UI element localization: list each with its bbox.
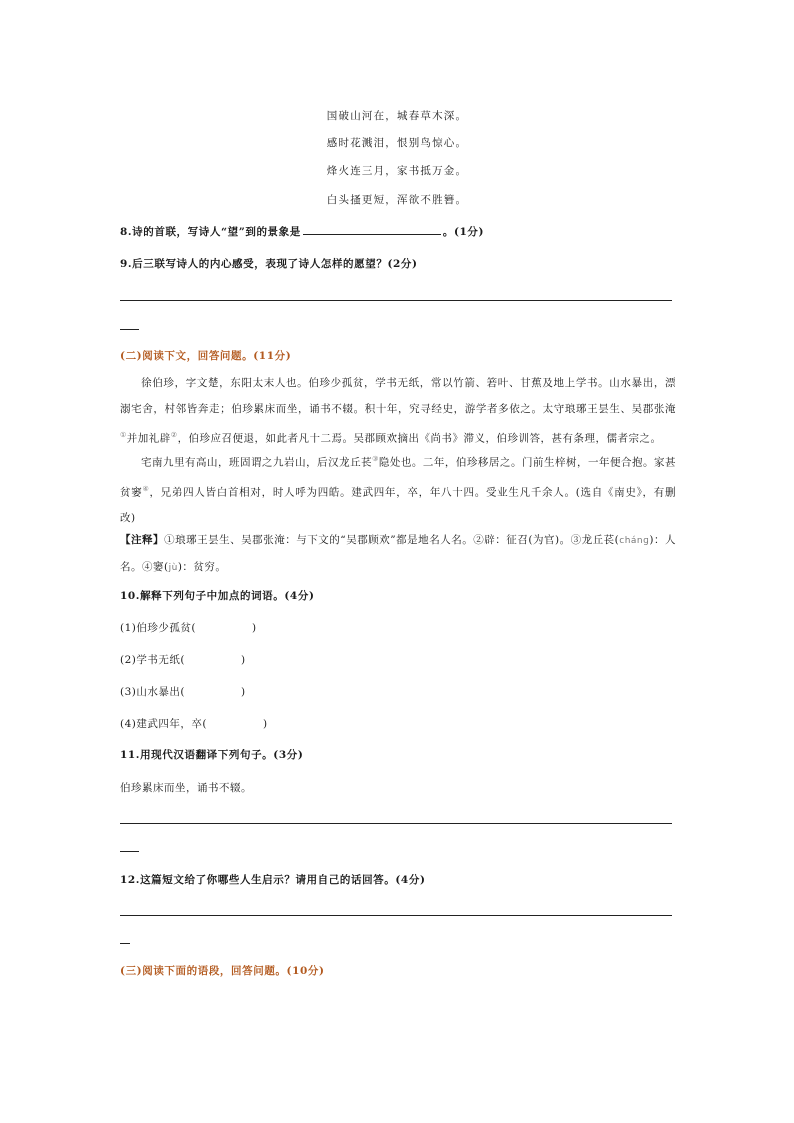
q10-item-1-close: ) bbox=[251, 622, 257, 634]
q10-item-2-close: ) bbox=[240, 654, 246, 666]
passage-p1-text-a: 徐伯珍，字文楚，东阳太末人也。伯珍少孤贫，学书无纸，常以竹箭、箬叶、甘蕉及地上学书。山水暴出，漂溺宅舍，村邻皆奔走；伯珍累床而坐，诵书不辍。积十年，究寻经史，游学者多依之。太守琅琊王昙生、吴郡张淹 bbox=[120, 377, 676, 415]
q10-item-2 bbox=[120, 652, 246, 667]
question-10: 10.解释下列句子中加点的词语。(4分) bbox=[120, 590, 315, 602]
notes-text-b: )：人名。④窭( bbox=[120, 534, 676, 573]
answer-line-11[interactable] bbox=[120, 823, 672, 824]
question-11: 11.用现代汉语翻译下列句子。(3分) bbox=[120, 749, 304, 761]
q10-item-4 bbox=[120, 716, 268, 731]
poem-line-3: 烽火连三月，家书抵万金。 bbox=[326, 165, 468, 177]
passage-p2-text-a: 宅南九里有高山，班固谓之九岩山，后汉龙丘苌 bbox=[141, 456, 373, 469]
section-2-heading: (二)阅读下文，回答问题。(11分) bbox=[120, 350, 292, 362]
notes-text-a: ①琅琊王昙生、吴郡张淹：与下文的“吴郡顾欢”都是地名人名。②辟：征召(为官)。③龙丘苌( bbox=[164, 534, 620, 546]
q10-item-3-close: ) bbox=[240, 686, 246, 698]
q10-item-1 bbox=[120, 620, 257, 635]
footnote-marker-1: ① bbox=[120, 431, 127, 439]
passage-p2-text-c: ，兄弟四人皆白首相对，时人呼为四皓。建武四年，卒，年八十四。受业生凡千余人。(选自《南史》，有删改) bbox=[120, 486, 676, 524]
footnote-marker-3: ③ bbox=[372, 455, 379, 463]
q11-sentence: 伯珍累床而坐，诵书不辍。 bbox=[120, 782, 252, 794]
passage-paragraph-2 bbox=[120, 446, 676, 531]
section-3-heading: (三)阅读下面的语段，回答问题。(10分) bbox=[120, 965, 325, 977]
question-8-score: 。(1分) bbox=[442, 226, 485, 238]
q10-item-1-label: (1)伯珍少孤贫( bbox=[120, 622, 196, 634]
notes-pinyin-1: chánɡ bbox=[619, 536, 650, 546]
question-8-text: 8.诗的首联，写诗人“望”到的景象是 bbox=[120, 226, 301, 238]
passage-p2-text-b: 隐处也。二年，伯珍移居之。门前生梓树，一年便合抱。家甚贫窭 bbox=[120, 456, 677, 498]
q10-item-4-close: ) bbox=[262, 718, 268, 730]
question-8 bbox=[120, 224, 484, 239]
q10-item-2-label: (2)学书无纸( bbox=[120, 654, 185, 666]
footnote-marker-2: ② bbox=[170, 431, 178, 439]
answer-line-12[interactable] bbox=[120, 915, 672, 916]
passage-p1-text-b: 并加礼辟 bbox=[126, 432, 171, 445]
question-12: 12.这篇短文给了你哪些人生启示？请用自己的话回答。(4分) bbox=[120, 874, 426, 886]
answer-blank-8[interactable] bbox=[303, 224, 441, 235]
footnote-marker-4: ④ bbox=[142, 484, 150, 493]
q10-item-4-label: (4)建武四年，卒( bbox=[120, 718, 207, 730]
answer-line-9[interactable] bbox=[120, 300, 672, 301]
q10-item-3-label: (3)山水暴出( bbox=[120, 686, 185, 698]
notes-pinyin-2: jù bbox=[168, 563, 178, 573]
poem-line-2: 感时花溅泪，恨别鸟惊心。 bbox=[326, 137, 468, 149]
passage-p1-text-c: ，伯珍应召便退，如此者凡十二焉。吴郡顾欢摘出《尚书》滞义，伯珍训答，甚有条理，儒者宗之。 bbox=[177, 432, 662, 445]
passage-paragraph-1 bbox=[120, 370, 676, 452]
poem-line-4: 白头搔更短，浑欲不胜簪。 bbox=[326, 194, 468, 206]
question-9: 9.后三联写诗人的内心感受，表现了诗人怎样的愿望？(2分) bbox=[120, 258, 418, 270]
answer-line-9-tail[interactable] bbox=[120, 329, 139, 330]
notes-text-c: )：贫穷。 bbox=[177, 561, 227, 573]
passage-notes bbox=[120, 527, 676, 581]
answer-line-12-tail[interactable] bbox=[120, 943, 130, 944]
q10-item-3 bbox=[120, 684, 246, 699]
notes-heading: 【注释】 bbox=[120, 534, 165, 546]
poem-line-1: 国破山河在，城春草木深。 bbox=[326, 110, 468, 122]
answer-line-11-tail[interactable] bbox=[120, 851, 139, 852]
